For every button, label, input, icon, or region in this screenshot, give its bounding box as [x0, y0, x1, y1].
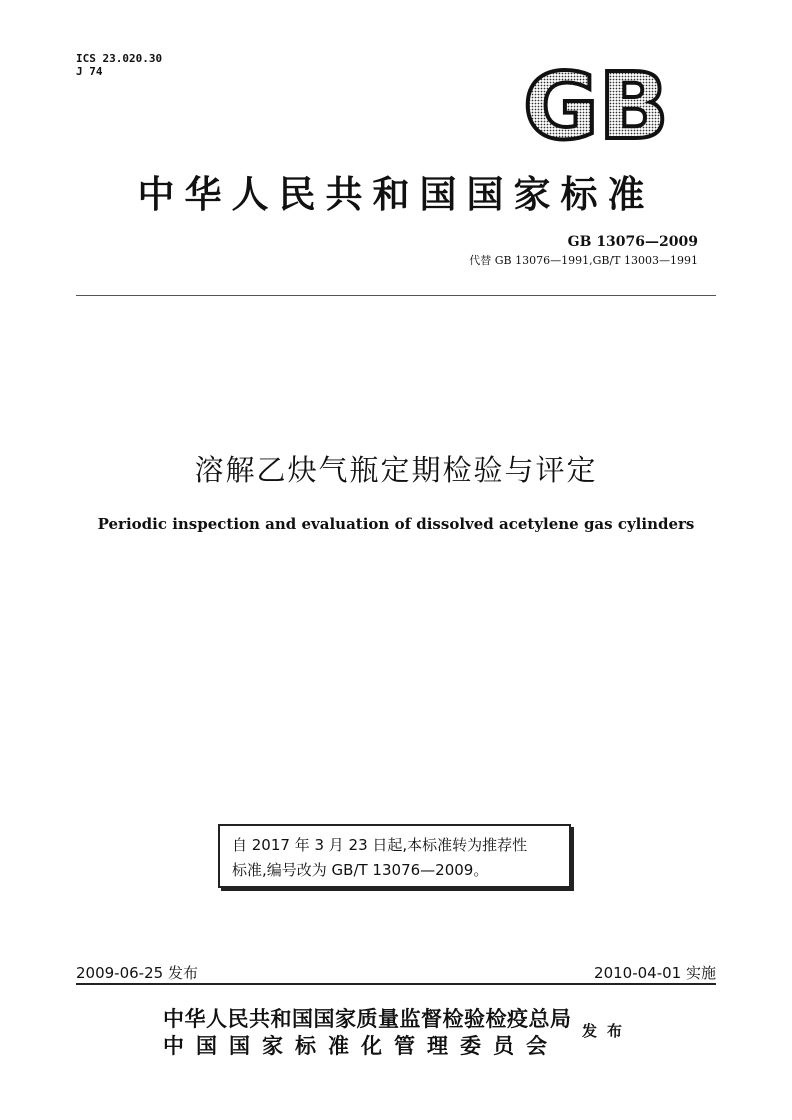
replaces-standards: 代替 GB 13076—1991,GB/T 13003—1991: [469, 254, 698, 267]
ccs-code: J 74: [76, 65, 103, 78]
gb-logo-text: GB: [523, 66, 669, 144]
issue-date: 2009-06-25 发布: [76, 964, 198, 982]
header-divider: [76, 295, 716, 296]
national-standard-title: 中华人民共和国国家标准: [137, 172, 655, 216]
classification-codes: [76, 52, 162, 78]
publish-label: 发布: [582, 1022, 633, 1040]
chinese-title: 溶解乙炔气瓶定期检验与评定: [194, 453, 598, 487]
gb-logo: [516, 66, 676, 144]
notice-line-2: 标准,编号改为 GB/T 13076—2009。: [232, 861, 489, 879]
notice-box: [218, 824, 571, 888]
issuer-aqsiq: 中华人民共和国国家质量监督检验检疫总局: [163, 1006, 572, 1031]
standard-number: GB 13076—2009: [567, 234, 698, 250]
implementation-date: 2010-04-01 实施: [594, 964, 716, 982]
notice-line-1: 自 2017 年 3 月 23 日起,本标准转为推荐性: [232, 836, 528, 854]
ics-code: ICS 23.020.30: [76, 52, 163, 65]
issuer-sac: 中国国家标准化管理委员会: [163, 1033, 559, 1058]
english-title: Periodic inspection and evaluation of dissolved acetylene gas cylinders: [97, 515, 695, 533]
footer-divider: [76, 983, 716, 985]
